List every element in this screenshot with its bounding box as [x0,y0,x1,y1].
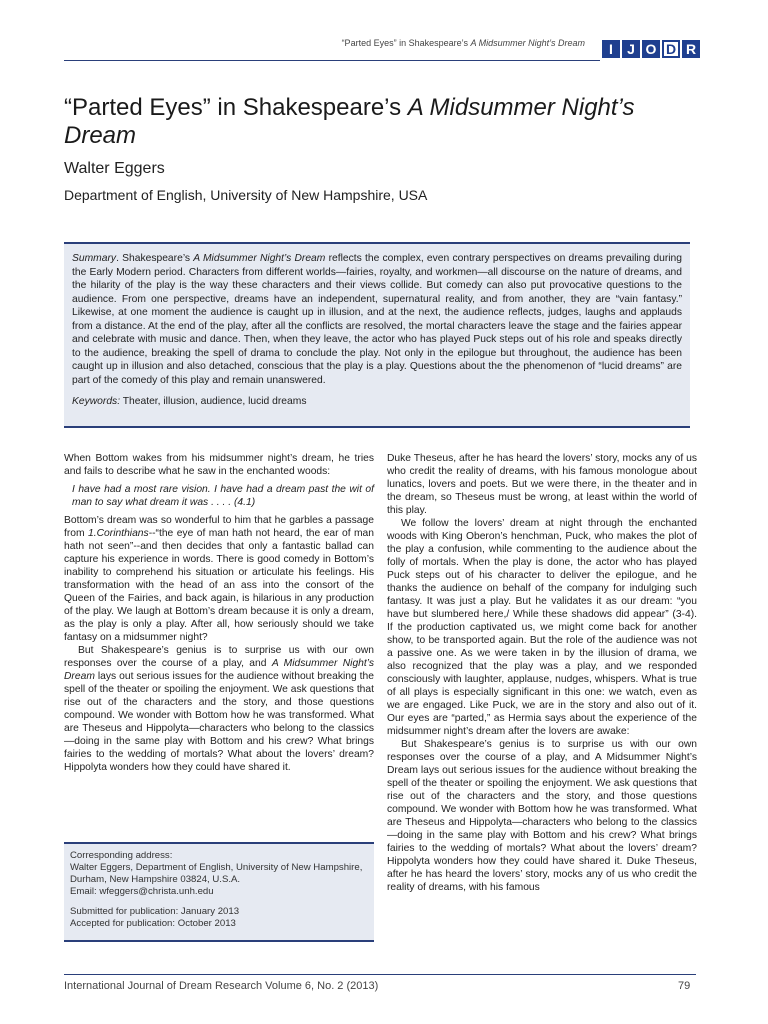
logo-letter-r: R [682,40,700,58]
summary-text [72,252,682,387]
correspondence-label: Corresponding address: [70,850,173,861]
left-para-2-b: --“the eye of man hath not heard, the ear of man hath not seen”--and then decides that only a fantastic ballad can capture his experience in words. There is good comedy in Bottom’s inability to comprehend his situation or articulate his feelings. His transformation with the head of an ass into the consort of the Queen of the Fairies, and back again, is hilarious in any production of the play. We laugh at Bottom’s dream because it is only a dream, as the play is only a play. After all, how seriously should we take fantasy on a midsummer night? [64,528,374,643]
footer-rule [64,974,696,975]
running-head-italic: A Midsummer Night’s Dream [470,38,585,48]
left-para-3-b: lays out serious issues for the audience without breaking the spell of the theater or spoiling the enjoyment. We ask questions that rise out of the characters and the story, and those questions compound. We wonder with Bottom how he was transformed. What are Theseus and Hippolyta—characters who belong to the classics—doing in the same play with Bottom and his crew? What brings fairies to the wedding of mortals? What about the lovers’ dream? Hippolyta wonders how they could have shared it. [64,671,374,773]
left-para-1: When Bottom wakes from his midsummer night’s dream, he tries and fails to describe what he saw in the enchanted woods: [64,453,374,477]
right-para-1: Duke Theseus, after he has heard the lovers’ story, mocks any of us who credit the reality of dreams, with his famous monologue about lunatics, lovers and poets. But we were there, in the theater and in the dream, so Theseus must be wrong, at least within the world of this play. [387,453,697,516]
left-para-3-a: But Shakespeare’s genius is to surprise us with our own responses over the course of a play, and [64,645,374,669]
author-name: Walter Eggers [64,160,165,177]
summary-box [64,242,690,428]
logo-letter-d: D [662,40,680,58]
logo-letter-o: O [642,40,660,58]
journal-logo [602,40,702,58]
summary-italic: A Midsummer Night’s Dream [193,253,326,264]
submitted-date: Submitted for publication: January 2013 [70,906,240,917]
summary-part-1: . Shakespeare’s [116,253,194,264]
correspondence-box [64,842,374,942]
title-italic: A Midsummer Night’s Dream [64,94,635,149]
right-column [387,452,697,894]
page-number: 79 [678,980,691,992]
keywords [72,395,682,409]
keywords-label: Keywords: [72,396,121,407]
correspondence-email: Email: wfeggers@christa.unh.edu [70,886,214,897]
left-para-3-italic: A Midsummer Night’s Dream [64,658,375,682]
right-para-2: We follow the lovers’ dream at night through the enchanted woods with King Oberon’s henchman, Puck, who makes the plot of the play a confusion, while commenting to the audience about the folly of mortals. When the play is done, the actor who has played Puck steps out of his character to deliver the epilogue, and he thanks the audience on behalf of the company for indulging such fantasy. It was just a play. But he validates it as our dream: “you have but slumbered here,/ While these shadows did appear” (3-4). If the production captivated us, we might come back for another show, to be transported again. But the role of the audience was not a passive one. As we were taken in by the illusion of drama, we also recognized that the play was a play, and we responded consciously with laughter, applause, nudges, whispers. What is true of all plays is especially significant in this one: we watch, even as we are engaged. Like Puck, we are in the story and also out of it. Our eyes are “parted,” as Hermia says about the experience of the midsummer night’s dream after the lovers are awake: [387,518,697,737]
keywords-text: Theater, illusion, audience, lucid dreams [120,396,307,407]
left-column [64,452,374,774]
left-para-2-a: Bottom’s dream was so wonderful to him that he garbles a passage from [64,515,374,539]
summary-label: Summary [72,253,117,264]
summary-part-2: reflects the complex, even contrary perspectives on dreams prevailing during the Early Modern period. Characters from different worlds—fairies, royalty, and workmen—all discourse on the nature of dreams, and the hilarity of the play is the way these characters and their views collide. But comedy can also put provocative questions to the audience. From one perspective, dreams have an independent, supernatural reality, and from another, they are “vain fantasy.” Likewise, at one moment the audience is caught up in illusion, and at the next, the audience reflects, judges, laughs and applauds from a distance. At the end of the play, after all the conflicts are resolved, the mortal characters leave the stage and the fairies appear and celebrate with music and dance. Then, when they leave, the actor who has played Puck steps out of his role and speaks directly to the audience, breaking the spell of drama to conclude the play. Not only in the epilogue but throughout, the audience has been caught up in illusion and also detached, conscious that the play is a play. Questions about the the phenomenon of “lucid dreams” are part of the comedy of this play and remain unanswered. [72,253,683,386]
footer-journal: International Journal of Dream Research Volume 6, No. 2 (2013) [64,980,379,992]
block-quote: I have had a most rare vision. I have had a dream past the wit of man to say what dream it was . . . . (4.1) [72,484,374,508]
header-rule [64,60,600,61]
title-text: “Parted Eyes” in Shakespeare’s [64,94,408,121]
logo-letter-j: J [622,40,640,58]
running-head [0,38,585,48]
running-head-text: “Parted Eyes” in Shakespeare’s [341,38,471,48]
right-para-3: But Shakespeare’s genius is to surprise us with our own responses over the course of a play, and A Midsummer Night’s Dream lays out serious issues for the audience without breaking the spell of the theater or spoiling the enjoyment. We ask questions that rise out of the characters and the story, and those questions compound. We wonder with Bottom how he was transformed. What are Theseus and Hippolyta—characters who belong to the classics—doing in the same play with Bottom and his crew? What brings fairies to the wedding of mortals? What about the lovers’ dream? Hippolyta wonders how they could have shared it. Duke Theseus, after he has heard the lovers’ story, mocks any of us who credit the reality of dreams, with his famous [387,739,697,893]
logo-letter-i: I [602,40,620,58]
article-title [64,94,704,150]
correspondence-address: Walter Eggers, Department of English, University of New Hampshire, Durham, New Hampshire 03824, U.S.A. [70,862,363,885]
left-para-2-italic: 1.Corinthians [88,528,149,539]
left-para-2 [64,514,374,644]
left-para-3 [64,644,374,774]
accepted-date: Accepted for publication: October 2013 [70,918,236,929]
author-affiliation: Department of English, University of New Hampshire, USA [64,187,428,203]
